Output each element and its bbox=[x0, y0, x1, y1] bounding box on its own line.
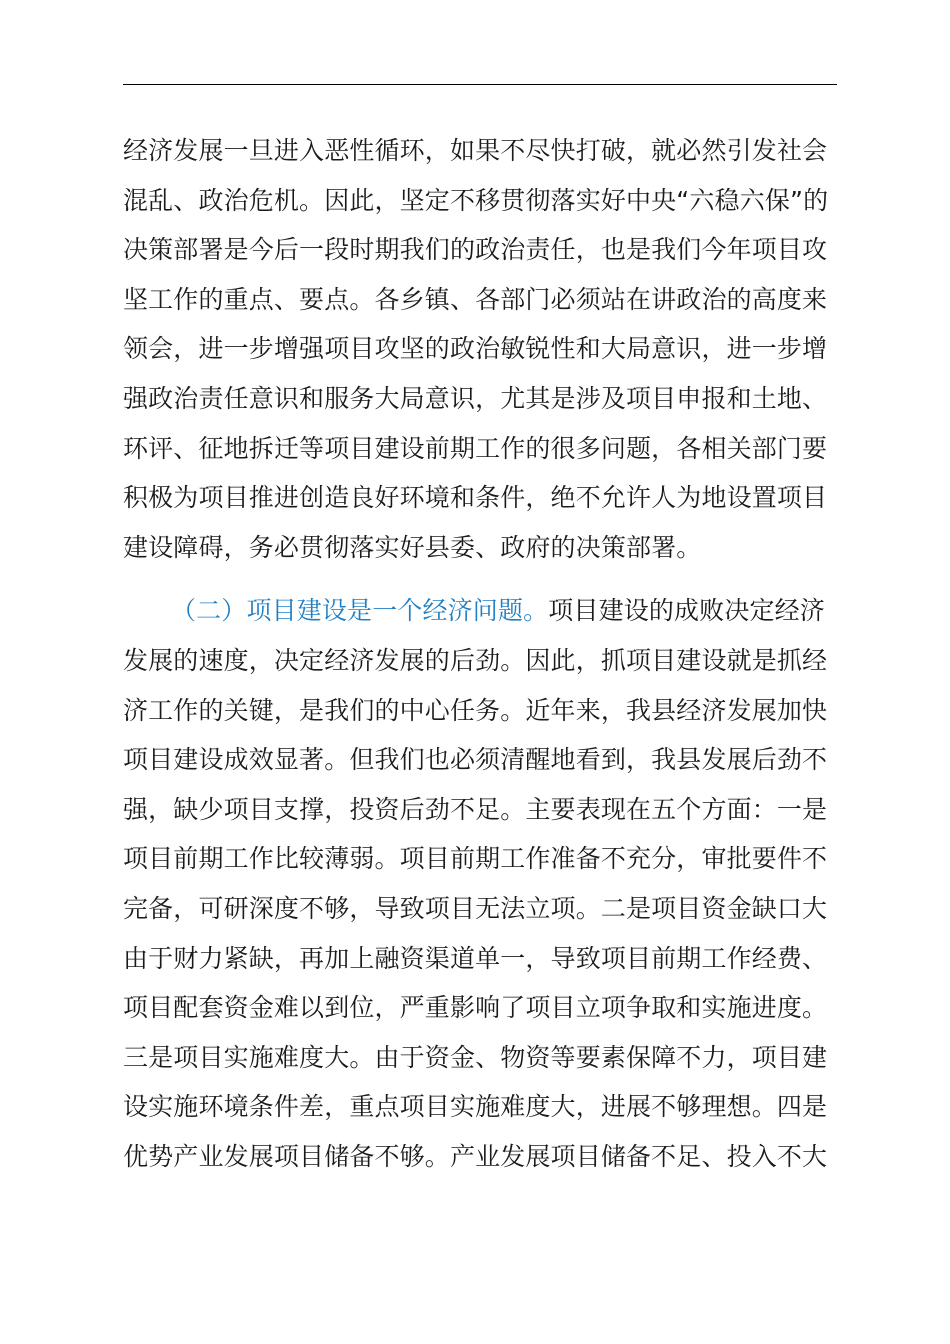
section-heading: （二）项目建设是一个经济问题。 bbox=[171, 596, 549, 626]
paragraph-line: 项目建设成效显著。但我们也必须清醒地看到，我县发展后劲不 bbox=[123, 745, 828, 775]
paragraph-line: 设实施环境条件差，重点项目实施难度大，进展不够理想。四是 bbox=[123, 1092, 828, 1122]
paragraph-line: 项目配套资金难以到位，严重影响了项目立项争取和实施进度。 bbox=[123, 993, 828, 1023]
paragraph-line: 强政治责任意识和服务大局意识，尤其是涉及项目申报和土地、 bbox=[123, 383, 828, 413]
paragraph-line: 坚工作的重点、要点。各乡镇、各部门必须站在讲政治的高度来 bbox=[123, 284, 828, 314]
paragraph-line: 发展的速度，决定经济发展的后劲。因此，抓项目建设就是抓经 bbox=[123, 645, 828, 675]
paragraph-line: 完备，可研深度不够，导致项目无法立项。二是项目资金缺口大 bbox=[123, 893, 828, 923]
heading-line-rest: 项目建设的成败决定经济 bbox=[548, 596, 825, 626]
paragraph-1 bbox=[123, 126, 837, 572]
paragraph-line: 强，缺少项目支撑，投资后劲不足。主要表现在五个方面：一是 bbox=[123, 794, 828, 824]
paragraph-line: 环评、征地拆迁等项目建设前期工作的很多问题，各相关部门要 bbox=[123, 433, 828, 463]
body-text bbox=[123, 126, 837, 1181]
paragraph-line: 领会，进一步增强项目攻坚的政治敏锐性和大局意识，进一步增 bbox=[123, 334, 828, 364]
paragraph-line: 由于财力紧缺，再加上融资渠道单一，导致项目前期工作经费、 bbox=[123, 943, 828, 973]
paragraph-first-line bbox=[123, 586, 837, 636]
paragraph-line: 积极为项目推进创造良好环境和条件，绝不允许人为地设置项目 bbox=[123, 483, 828, 513]
paragraph-line: 决策部署是今后一段时期我们的政治责任，也是我们今年项目攻 bbox=[123, 235, 828, 265]
paragraph-line: 济工作的关键，是我们的中心任务。近年来，我县经济发展加快 bbox=[123, 695, 828, 725]
paragraph-line: 经济发展一旦进入恶性循环，如果不尽快打破，就必然引发社会 bbox=[123, 136, 828, 165]
paragraph-2 bbox=[123, 586, 837, 1181]
paragraph-line: 优势产业发展项目储备不够。产业发展项目储备不足、投入不大 bbox=[123, 1141, 828, 1171]
paragraph-line: 三是项目实施难度大。由于资金、物资等要素保障不力，项目建 bbox=[123, 1042, 828, 1072]
paragraph-line: 项目前期工作比较薄弱。项目前期工作准备不充分，审批要件不 bbox=[123, 844, 828, 874]
paragraph-line: 混乱、政治危机。因此，坚定不移贯彻落实好中央“六稳六保”的 bbox=[123, 185, 829, 215]
header-rule bbox=[123, 84, 837, 85]
paragraph-spacer bbox=[123, 572, 837, 586]
paragraph-line: 建设障碍，务必贯彻落实好县委、政府的决策部署。 bbox=[123, 532, 702, 562]
